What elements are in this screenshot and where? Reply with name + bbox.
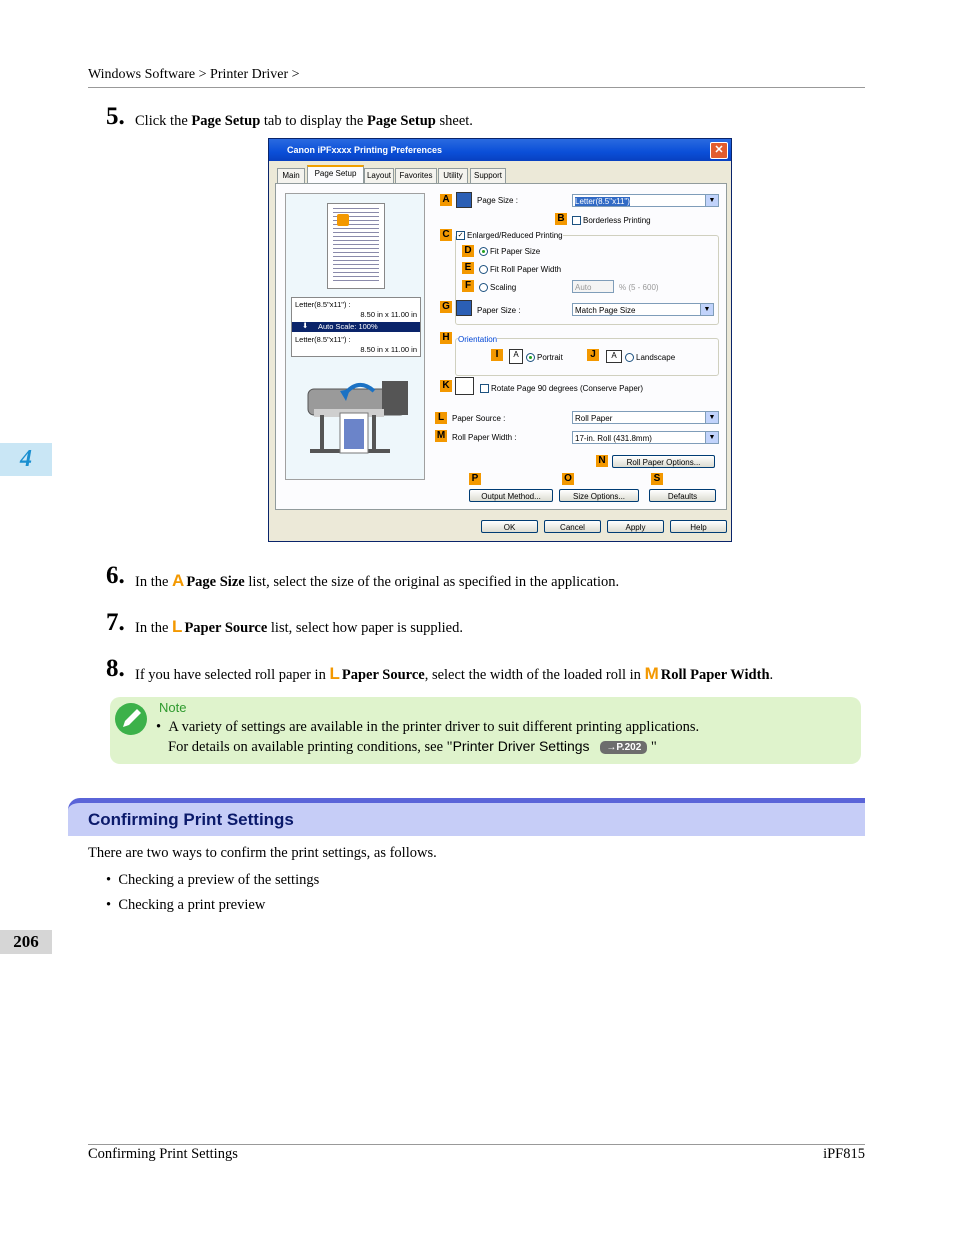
section-intro: There are two ways to confirm the print settings, as follows.	[88, 845, 437, 861]
paper-source-combo[interactable]	[572, 411, 719, 424]
portrait-row[interactable]	[526, 353, 563, 362]
label-l-inline: L	[172, 617, 183, 636]
borderless-row[interactable]	[572, 216, 651, 225]
printer-driver-settings-link[interactable]: Printer Driver Settings	[452, 738, 590, 754]
portrait-label: Portrait	[537, 353, 563, 362]
tab-page-setup[interactable]: Page Setup	[307, 165, 364, 185]
fit-roll-radio[interactable]	[479, 265, 488, 274]
portrait-radio[interactable]	[526, 353, 535, 362]
chevron-down-icon: ▼	[705, 412, 718, 423]
step-5-text: Click the Page Setup tab to display the Page Setup sheet.	[135, 113, 473, 129]
step-8-number: 8.	[106, 655, 125, 682]
label-e: E	[462, 262, 474, 274]
roll-width-label: Roll Paper Width :	[452, 433, 517, 442]
landscape-label: Landscape	[636, 353, 676, 362]
label-c: C	[440, 229, 452, 241]
note-line-2: For details on available printing conditions, see "Printer Driver Settings →P.202 "	[168, 738, 657, 755]
chevron-down-icon: ▼	[700, 304, 713, 315]
printer-illustration-icon	[296, 369, 418, 461]
label-l-inline: L	[329, 664, 340, 683]
orientation-label: Orientation	[458, 335, 498, 344]
fit-paper-radio[interactable]	[479, 247, 488, 256]
roll-options-button[interactable]: Roll Paper Options...	[612, 455, 715, 468]
step-6-text: In the A Page Size list, select the size of the original as specified in the application.	[135, 571, 620, 590]
defaults-button[interactable]: Defaults	[649, 489, 716, 502]
page-ref-badge[interactable]: →P.202	[600, 741, 647, 754]
rotate-row[interactable]	[480, 384, 643, 393]
label-g: G	[440, 301, 452, 313]
fit-roll-row[interactable]	[479, 265, 561, 274]
label-a: A	[440, 194, 452, 206]
landscape-radio[interactable]	[625, 353, 634, 362]
section-title: Confirming Print Settings	[88, 810, 294, 829]
step-8-text: If you have selected roll paper in L Paper Source, select the width of the loaded roll in M Roll Paper Width.	[135, 664, 774, 683]
page-size-icon	[456, 192, 472, 208]
label-h: H	[440, 332, 452, 344]
fit-paper-row[interactable]	[479, 247, 540, 256]
list-item: • Checking a print preview	[106, 897, 266, 913]
roll-width-value: 17-in. Roll (431.8mm)	[575, 434, 652, 443]
output-method-button[interactable]: Output Method...	[469, 489, 553, 502]
scaling-radio[interactable]	[479, 283, 488, 292]
note-line-1: • A variety of settings are available in the printer driver to suit different printing applications.	[156, 719, 700, 735]
tab-layout[interactable]: Layout	[364, 168, 394, 183]
list-item: • Checking a preview of the settings	[106, 872, 320, 888]
preview-area	[285, 193, 425, 480]
rotate-checkbox[interactable]	[480, 384, 489, 393]
label-o: O	[562, 473, 574, 485]
rotate-label: Rotate Page 90 degrees (Conserve Paper)	[491, 384, 644, 393]
page-size-value: Letter(8.5"x11")	[575, 197, 630, 206]
size-info-box	[291, 297, 421, 357]
step-6-number: 6.	[106, 562, 125, 589]
scaling-value: Auto	[575, 283, 592, 292]
label-p: P	[469, 473, 481, 485]
borderless-checkbox[interactable]	[572, 216, 581, 225]
scaling-row[interactable]	[479, 283, 516, 292]
page-size-label: Page Size :	[477, 196, 518, 205]
label-m: M	[436, 430, 446, 441]
label-l: L	[435, 412, 447, 424]
size-options-button[interactable]: Size Options...	[559, 489, 639, 502]
apply-button[interactable]: Apply	[607, 520, 664, 533]
borderless-label: Borderless Printing	[583, 216, 651, 225]
landscape-icon: A	[606, 350, 622, 363]
scaling-stepper[interactable]	[572, 280, 614, 293]
roll-width-combo[interactable]	[572, 431, 719, 444]
label-f: F	[462, 280, 474, 292]
paper-size-icon	[456, 300, 472, 316]
help-button[interactable]: Help	[670, 520, 727, 533]
cancel-button[interactable]: Cancel	[544, 520, 601, 533]
label-i: I	[491, 349, 503, 361]
portrait-icon: A	[509, 349, 523, 364]
tab-support[interactable]: Support	[470, 168, 506, 183]
paper-size-value: Match Page Size	[575, 306, 636, 315]
enlarged-row[interactable]	[456, 231, 563, 240]
close-icon[interactable]: ✕	[710, 142, 728, 159]
breadcrumb: Windows Software > Printer Driver >	[88, 67, 300, 82]
original-size-label: Letter(8.5"x11") :	[295, 300, 351, 309]
pencil-icon	[115, 703, 147, 735]
paper-source-value: Roll Paper	[575, 414, 613, 423]
label-s: S	[651, 473, 663, 485]
original-size-value: 8.50 in x 11.00 in	[360, 310, 417, 319]
landscape-row[interactable]	[625, 353, 675, 362]
label-j: J	[587, 349, 599, 361]
down-arrow-icon: ⬇	[302, 321, 309, 330]
label-b: B	[555, 213, 567, 225]
rotate-icon	[455, 377, 474, 395]
output-size-value: 8.50 in x 11.00 in	[360, 345, 417, 354]
tab-favorites[interactable]: Favorites	[395, 168, 437, 183]
header-rule	[88, 87, 865, 88]
paper-size-label: Paper Size :	[477, 306, 521, 315]
dialog-title: Canon iPFxxxx Printing Preferences	[287, 145, 443, 155]
enlarged-label: Enlarged/Reduced Printing	[467, 231, 563, 240]
step-7-number: 7.	[106, 609, 125, 636]
footer-rule	[88, 1144, 865, 1145]
fit-paper-label: Fit Paper Size	[490, 247, 541, 256]
label-d: D	[462, 245, 474, 257]
auto-scale-row	[292, 322, 420, 332]
footer-left: Confirming Print Settings	[88, 1146, 238, 1162]
auto-scale-text: Auto Scale: 100%	[318, 322, 378, 331]
page-number: 206	[0, 930, 52, 954]
note-title: Note	[159, 700, 187, 715]
chevron-down-icon: ▼	[705, 432, 718, 443]
fit-roll-label: Fit Roll Paper Width	[490, 265, 562, 274]
dialog-titlebar	[269, 139, 731, 161]
step-7-text: In the L Paper Source list, select how paper is supplied.	[135, 617, 463, 636]
step-5-number: 5.	[106, 103, 125, 130]
label-a-inline: A	[172, 571, 185, 590]
printing-preferences-dialog	[268, 138, 732, 542]
page-size-combo[interactable]	[572, 194, 719, 207]
enlarged-checkbox[interactable]: ✓	[457, 232, 464, 240]
ok-button[interactable]: OK	[481, 520, 538, 533]
scaling-range: % (5 - 600)	[619, 283, 659, 292]
tab-main[interactable]: Main	[277, 168, 305, 183]
scaling-label: Scaling	[490, 283, 517, 292]
label-k: K	[440, 380, 452, 392]
tab-utility[interactable]: Utility	[438, 168, 468, 183]
page-preview-icon	[327, 203, 385, 289]
chevron-down-icon: ▼	[705, 195, 718, 206]
label-m-inline: M	[644, 664, 659, 683]
paper-source-label: Paper Source :	[452, 414, 506, 423]
paper-size-combo[interactable]	[572, 303, 714, 316]
label-n: N	[596, 455, 608, 467]
footer-right: iPF815	[823, 1146, 865, 1162]
output-size-label: Letter(8.5"x11") :	[295, 335, 351, 344]
chapter-tab[interactable]: 4	[0, 443, 52, 476]
